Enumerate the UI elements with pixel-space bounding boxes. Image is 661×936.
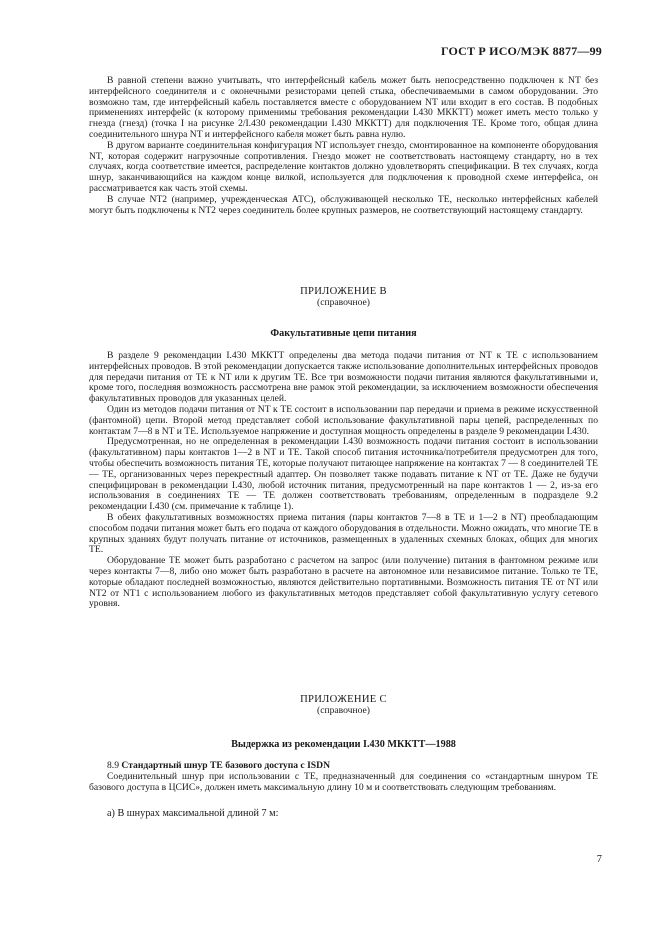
paragraph: В другом варианте соединительная конфигурация NT использует гнездо, смонтированное на компоненте оборудования NT, которая содержит нагрузочные сопротивления. Гнездо может не соответствовать настоящему стандарту, но в тех случаях, когда соответствие имеется, распределение контактов должно удовлетворять спецификации. В тех случаях, когда шнур, заканчивающийся на каждом конце вилкой, используется для подключения к проводной схеме интерфейса, он рассматривается как часть этой схемы. <box>89 139 598 194</box>
list-item-a: а) В шнурах максимальной длиной 7 м: <box>107 808 279 819</box>
appendix-b-section-title: Факультативные цепи питания <box>270 328 417 339</box>
paragraph: Предусмотренная, но не определенная в рекомендации I.430 возможность подачи питания состоит в использовании (факультативном) пары контактов 1—2 в NT и ТЕ. Такой способ питания источника/потребителя предусмотрен для того, чтобы обеспечить возможность питания ТЕ, которые получают питающее напряжение на контактах 7 — 8 соединителей ТЕ — ТЕ, организованных через перекрестный адаптер. Он позволяет также подавать питание к NT от ТЕ. Даже не будучи специфицирован в рекомендации I.430, любой источник питания, предусмотренный на паре контактов 1 — 2, из-за его использования в соединениях ТЕ — ТЕ должен соответствовать требованиям, определенным в подразделе 9.2 рекомендации I.430 (см. примечание к таблице 1). <box>89 436 598 513</box>
document-code-header: ГОСТ Р ИСО/МЭК 8877—99 <box>440 44 602 58</box>
paragraph: В обеих факультативных возможностях приема питания (пары контактов 7—8 в ТЕ и 1—2 в NT) преобладающим способом подачи питания может быть его подача от каждого оборудования в отдельности. Можно ожидать, что многие ТЕ в крупных зданиях будут получать питание от источников, размещенных в удаленных схемных блоках, общих для многих ТЕ. <box>89 511 598 556</box>
intro-text <box>89 76 598 216</box>
page-number: 7 <box>596 854 602 865</box>
subsection-title: Стандартный шнур ТЕ базового доступа с ISDN <box>121 760 331 771</box>
appendix-c-section-title: Выдержка из рекомендации I.430 МККТТ—1988 <box>231 739 456 750</box>
paragraph: В равной степени важно учитывать, что интерфейсный кабель может быть непосредственно подключен к NT без интерфейсного соединителя и с оконечными резисторами цепей стыка, обеспечиваемыми в самом оборудовании. Это возможно там, где интерфейсный кабель поставляется вместе с оборудованием NT или входит в его состав. В подобных применениях интерфейс (к которому применимы требования рекомендации I.430 МККТТ) может иметь место только у гнезда (гнезд) (точка I на рисунке 2/I.430 рекомендации I.430 МККТТ) для подключения ТЕ. Кроме того, общая длина соединительного шнура NT и интерфейсного кабеля может быть равна нулю. <box>89 75 598 140</box>
paragraph: Соединительный шнур при использовании с ТЕ, предназначенный для соединения со «стандартным шнуром ТЕ базового доступа в ЦСИС», должен иметь максимальную длину 10 м и соответствовать следующим требованиям. <box>89 771 598 793</box>
paragraph: Один из методов подачи питания от NT к ТЕ состоит в использовании пар передачи и приема в режиме искусственной (фантомной) цепи. Второй метод представляет собой использование факультативной пары цепей, распределенных по контактам 7—8 в NT и ТЕ. Используемое напряжение и доступная мощность определены в разделе 9 рекомендации I.430. <box>89 403 598 437</box>
subsection-number: 8.9 <box>107 760 119 771</box>
appendix-b-text <box>89 351 598 610</box>
paragraph: В разделе 9 рекомендации I.430 МККТТ определены два метода подачи питания от NT к ТЕ с использованием интерфейсных проводов. В этой рекомендации допускается также использование дополнительных интерфейсных проводов для передачи питания от ТЕ к NT или к другим ТЕ. Все три возможности подачи питания являются факультативными и, кроме того, последняя возможность рассмотрена вне рамок этой рекомендации, за исключением возможности обеспечения факультативных проводов для указанных целей. <box>89 350 598 405</box>
appendix-b-title: ПРИЛОЖЕНИЕ В <box>300 286 387 297</box>
paragraph: В случае NT2 (например, учрежденческая АТС), обслуживающей несколько ТЕ, несколько интерфейсных кабелей могут быть подключены к NT2 через соединитель более крупных размеров, не соответствующий настоящему стандарту. <box>89 193 598 216</box>
appendix-b-subtitle: (справочное) <box>317 297 370 308</box>
appendix-c-subtitle: (справочное) <box>317 705 370 716</box>
appendix-c-text <box>89 772 598 794</box>
paragraph: Оборудование ТЕ может быть разработано с расчетом на запрос (или получение) питания в фантомном режиме или через контакты 7—8, либо оно может быть разработано в расчете на автономное или независимое питание. Только те ТЕ, которые обладают последней возможностью, являются действительно портативными. Возможность питания ТЕ от NT или NT2 от NT1 с использованием любого из факультативных методов представляет собой факультативную услугу сетевого уровня. <box>89 555 598 610</box>
appendix-c-title: ПРИЛОЖЕНИЕ С <box>300 694 387 705</box>
